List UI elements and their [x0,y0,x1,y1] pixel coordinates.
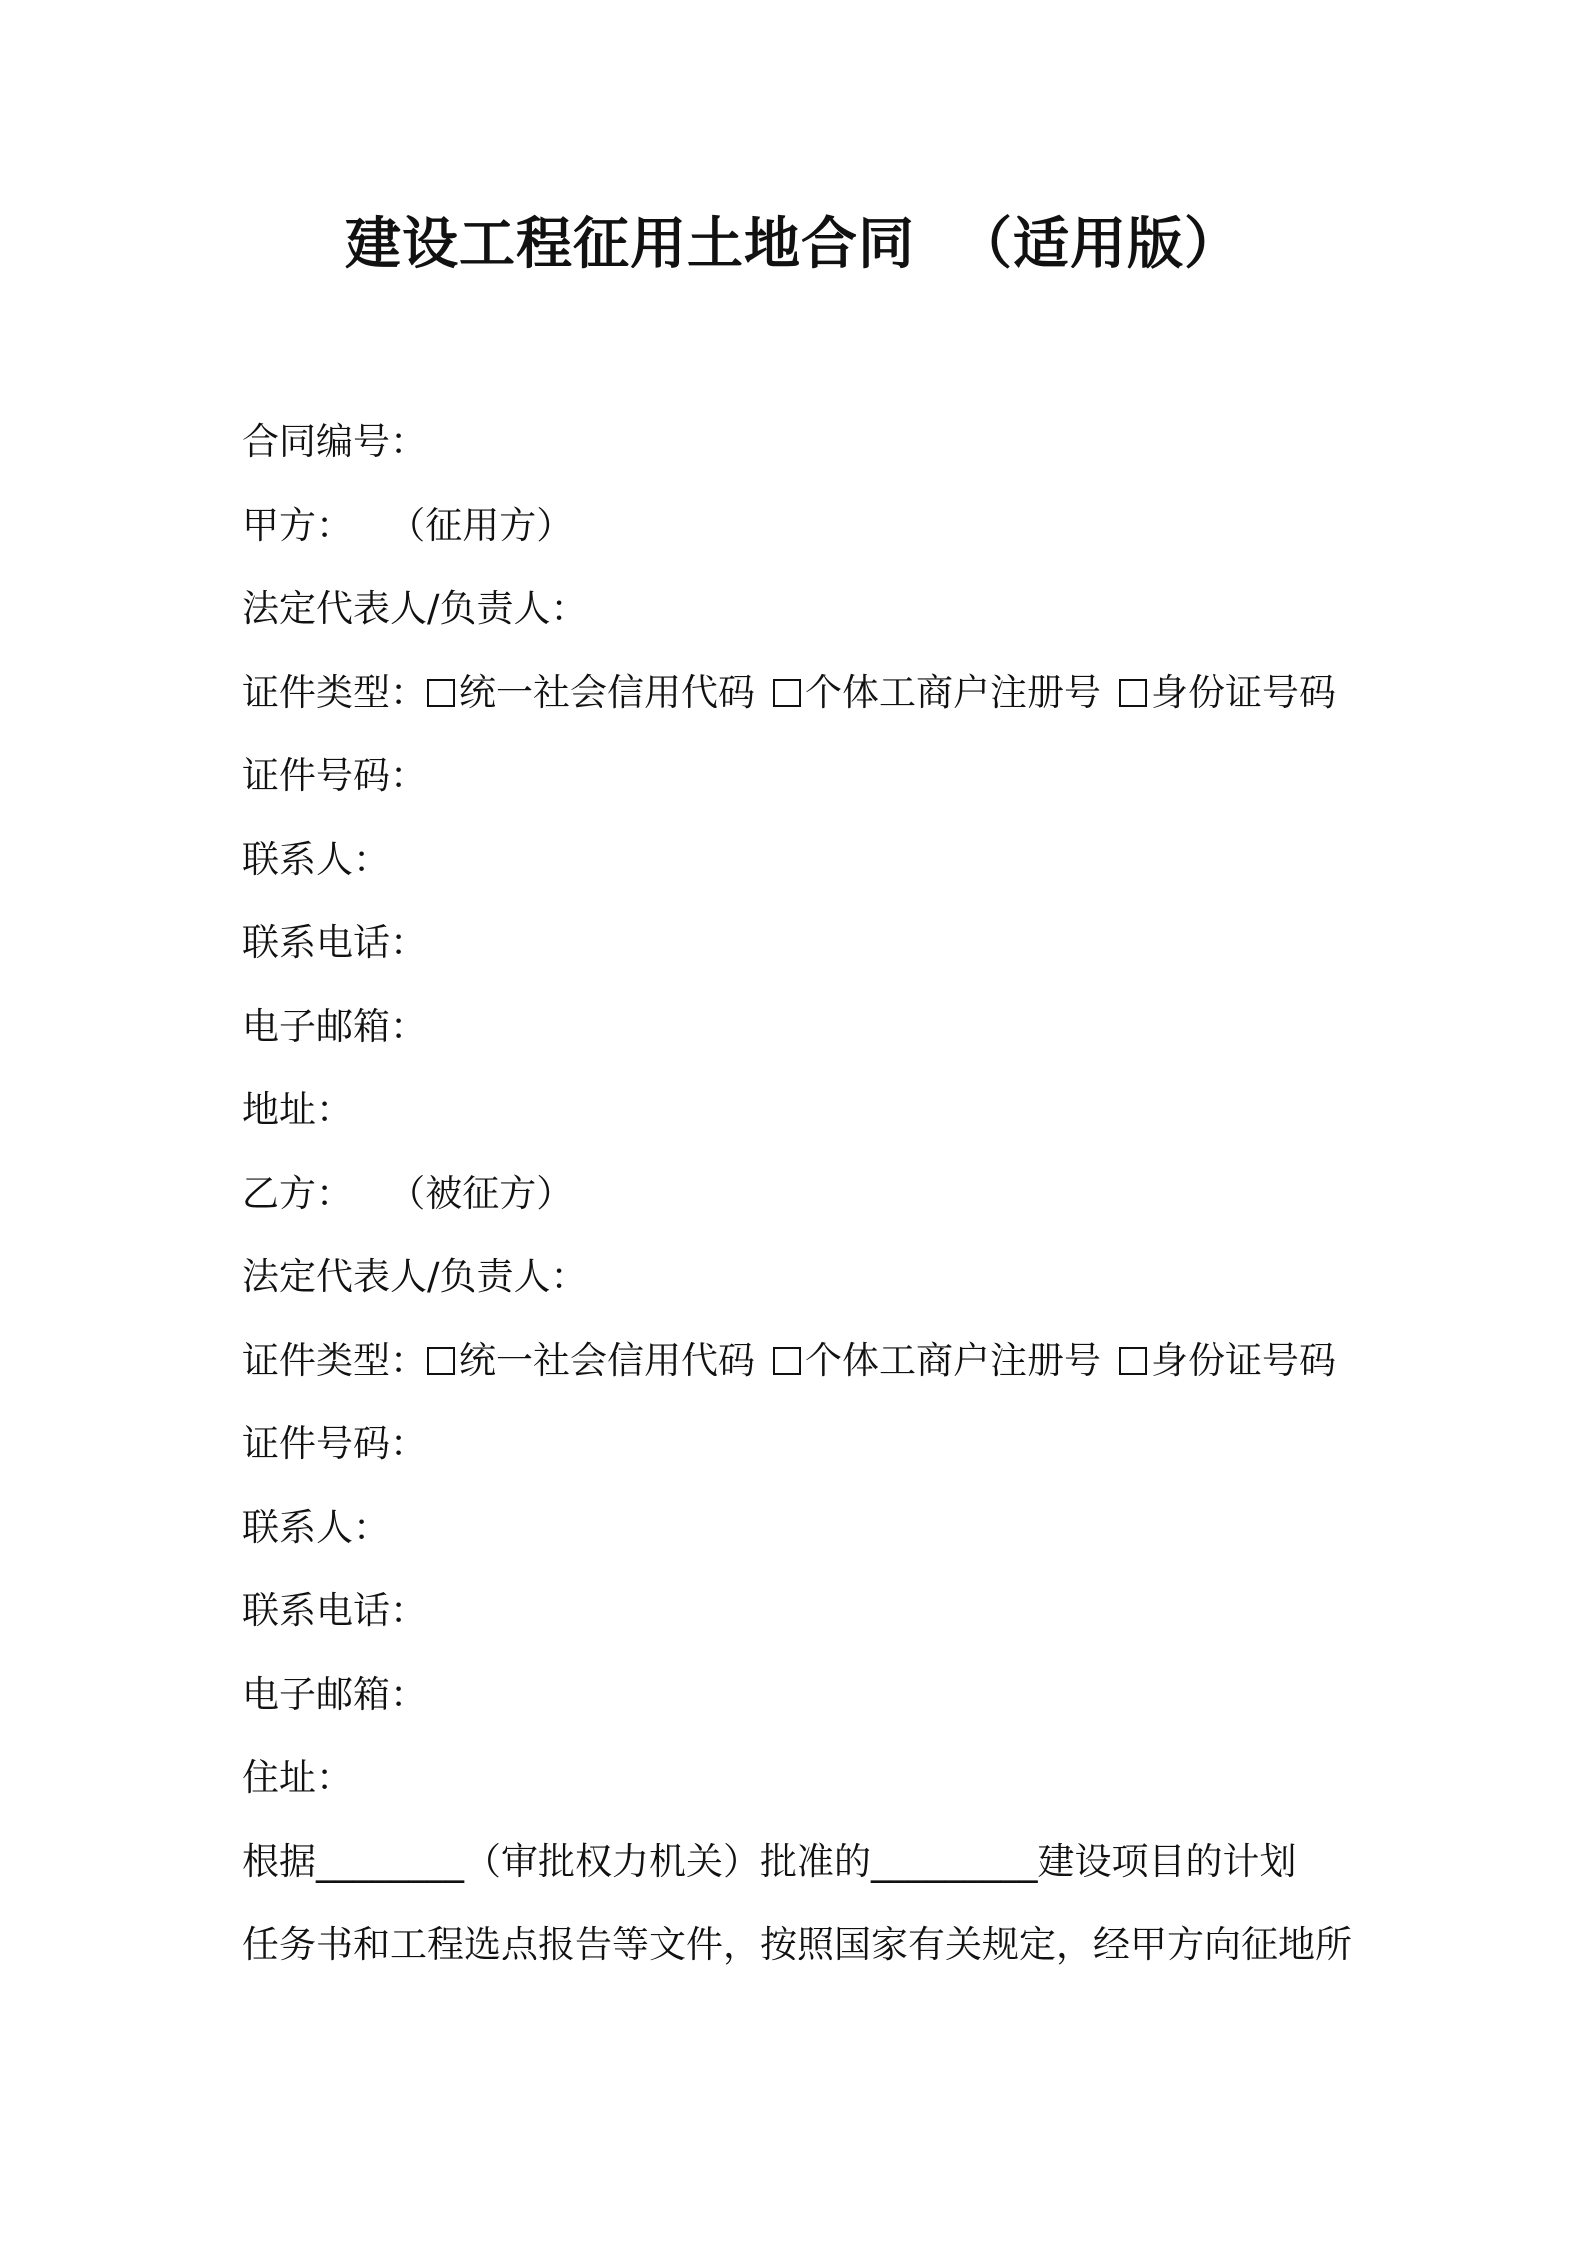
party-b-contact-line: 联系人： [242,1505,390,1549]
option-credit-code: 统一社会信用代码 [459,670,755,714]
party-a-line: 甲方： （征用方） [242,503,574,547]
party-b-line: 乙方： （被征方） [242,1171,574,1215]
party-b-address-line: 住址： [242,1756,353,1799]
checkbox-credit-code[interactable] [427,679,455,707]
party-b-phone-line: 联系电话： [242,1589,427,1632]
party-a-address-line: 地址： [242,1088,353,1131]
paragraph-line-2: 任务书和工程选点报告等文件，按照国家有关规定，经甲方向征地所 [242,1923,1352,1966]
id-type-label: 证件类型： [242,670,427,714]
document-title: 建设工程征用土地合同 （适用版） [345,212,1241,277]
id-type-label: 证件类型： [242,1338,427,1382]
party-a-id-number-line: 证件号码： [242,754,427,797]
checkbox-business-reg[interactable] [773,679,801,707]
checkbox-id-card[interactable] [1119,679,1147,707]
party-a-contact-line: 联系人： [242,837,390,881]
document-body [242,400,1362,1987]
party-b-id-type-line [242,1319,1362,1403]
option-credit-code: 统一社会信用代码 [459,1338,755,1382]
party-a-phone-line: 联系电话： [242,921,427,964]
checkbox-business-reg[interactable] [773,1347,801,1375]
option-business-reg: 个体工商户注册号 [805,1338,1101,1382]
party-b-id-number-line: 证件号码： [242,1422,427,1465]
party-a-id-type-line [242,651,1362,735]
option-business-reg: 个体工商户注册号 [805,670,1101,714]
option-id-card: 身份证号码 [1151,1338,1336,1382]
paragraph-line-1: 根据________（审批权力机关）批准的_________建设项目的计划 [242,1839,1297,1883]
party-b-email-line: 电子邮箱： [242,1672,427,1716]
party-a-legal-rep-line: 法定代表人/负责人： [242,587,588,630]
party-b-legal-rep-line: 法定代表人/负责人： [242,1255,588,1298]
checkbox-id-card[interactable] [1119,1347,1147,1375]
checkbox-credit-code[interactable] [427,1347,455,1375]
party-a-email-line: 电子邮箱： [242,1004,427,1048]
contract-number-line: 合同编号： [242,420,427,463]
option-id-card: 身份证号码 [1151,670,1336,714]
